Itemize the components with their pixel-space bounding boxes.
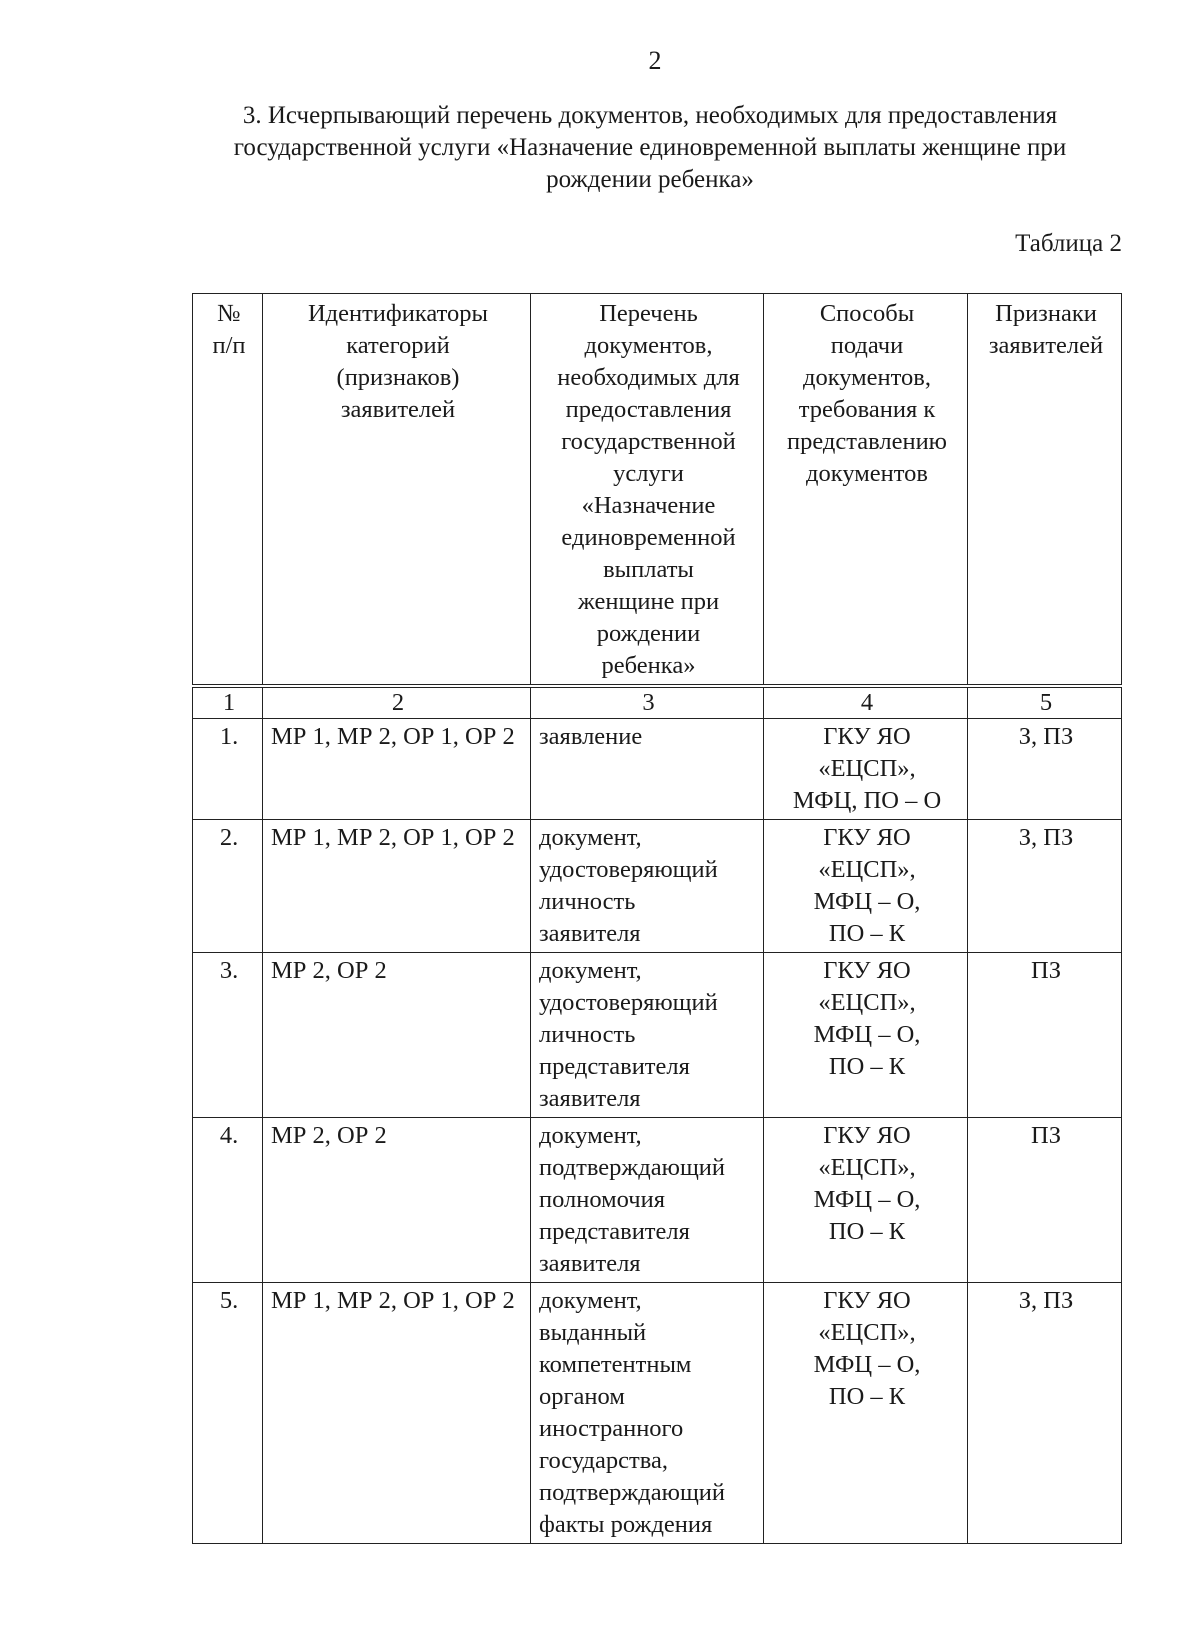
header-cell-applicant-signs: Признаки заявителей (968, 294, 1122, 687)
row-applicant-signs: З, ПЗ (968, 719, 1122, 820)
row-documents: документ, подтверждающий полномочия представителя заявителя (531, 1118, 764, 1283)
row-submission-methods: ГКУ ЯО «ЕЦСП», МФЦ, ПО – О (764, 719, 968, 820)
column-number: 2 (263, 686, 531, 719)
row-submission-methods: ГКУ ЯО «ЕЦСП», МФЦ – О, ПО – К (764, 1118, 968, 1283)
row-applicant-signs: ПЗ (968, 1118, 1122, 1283)
row-applicant-signs: ПЗ (968, 953, 1122, 1118)
page-number: 2 (648, 46, 662, 75)
row-number: 3. (193, 953, 263, 1118)
row-documents: документ, удостоверяющий личность заявителя (531, 820, 764, 953)
table-label: Таблица 2 (1015, 230, 1122, 257)
table-row (193, 953, 1122, 1118)
documents-table (192, 293, 1122, 1544)
column-number: 4 (764, 686, 968, 719)
row-applicant-signs: З, ПЗ (968, 1283, 1122, 1544)
row-documents: документ, выданный компетентным органом иностранного государства, подтверждающий факты рождения (531, 1283, 764, 1544)
table-row (193, 820, 1122, 953)
row-submission-methods: ГКУ ЯО «ЕЦСП», МФЦ – О, ПО – К (764, 820, 968, 953)
row-submission-methods: ГКУ ЯО «ЕЦСП», МФЦ – О, ПО – К (764, 953, 968, 1118)
header-cell-submission-methods: Способы подачи документов, требования к представлению документов (764, 294, 968, 687)
header-cell-number: № п/п (193, 294, 263, 687)
table-row (193, 719, 1122, 820)
row-identifiers: МР 1, МР 2, ОР 1, ОР 2 (263, 1283, 531, 1544)
row-identifiers: МР 2, ОР 2 (263, 1118, 531, 1283)
table-header-row (193, 294, 1122, 687)
row-submission-methods: ГКУ ЯО «ЕЦСП», МФЦ – О, ПО – К (764, 1283, 968, 1544)
column-number: 5 (968, 686, 1122, 719)
row-documents: документ, удостоверяющий личность представителя заявителя (531, 953, 764, 1118)
row-documents: заявление (531, 719, 764, 820)
table-row (193, 1118, 1122, 1283)
section-heading: 3. Исчерпывающий перечень документов, необходимых для предоставления государственной услуги «Назначение единовременной выплаты женщине при рождении ребенка» (233, 102, 1067, 193)
row-identifiers: МР 2, ОР 2 (263, 953, 531, 1118)
column-number: 1 (193, 686, 263, 719)
table-row (193, 1283, 1122, 1544)
row-identifiers: МР 1, МР 2, ОР 1, ОР 2 (263, 719, 531, 820)
header-cell-documents: Перечень документов, необходимых для предоставления государственной услуги «Назначение единовременной выплаты женщине при рождении ребенка» (531, 294, 764, 687)
row-number: 5. (193, 1283, 263, 1544)
row-applicant-signs: З, ПЗ (968, 820, 1122, 953)
column-number-row (193, 686, 1122, 719)
row-number: 4. (193, 1118, 263, 1283)
row-number: 2. (193, 820, 263, 953)
row-number: 1. (193, 719, 263, 820)
header-cell-identifiers: Идентификаторы категорий (признаков) заявителей (263, 294, 531, 687)
row-identifiers: МР 1, МР 2, ОР 1, ОР 2 (263, 820, 531, 953)
column-number: 3 (531, 686, 764, 719)
